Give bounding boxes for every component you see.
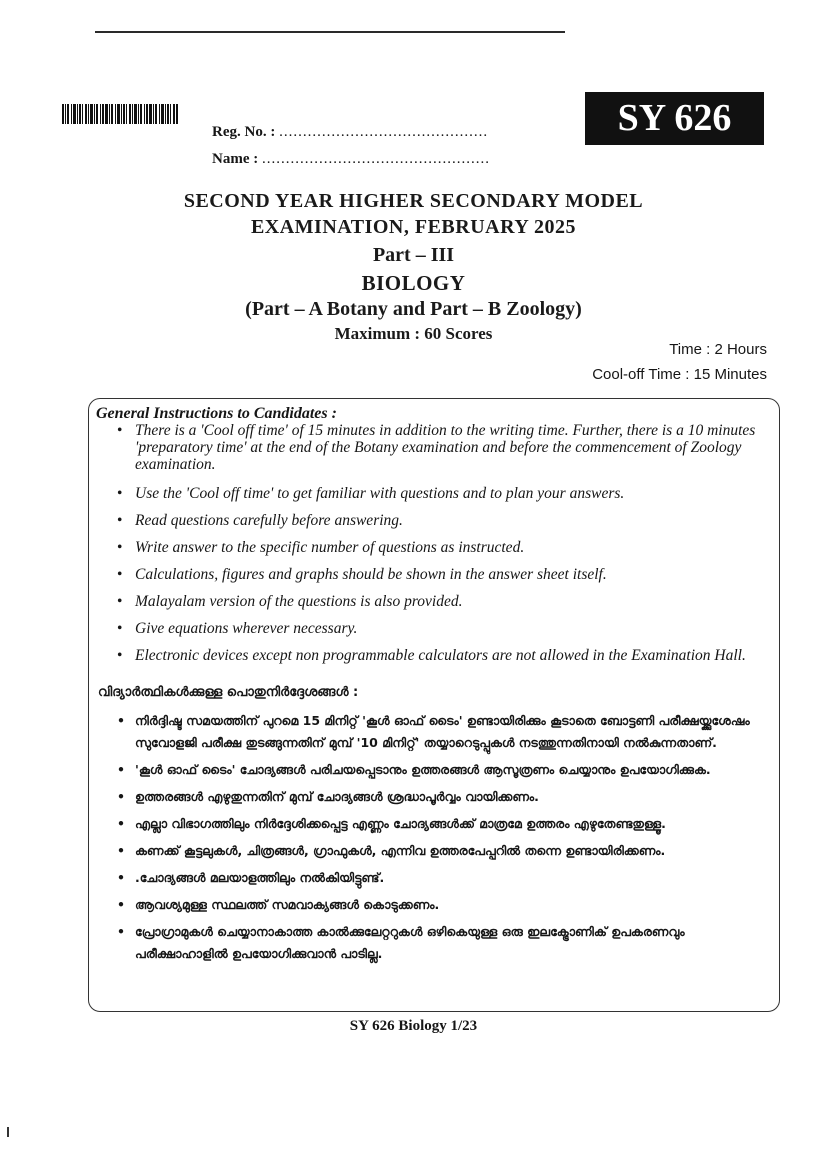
list-item: • .ചോദ്യങ്ങൾ മലയാളത്തിലും നൽകിയിട്ടുണ്ട്. (117, 867, 772, 889)
scan-edge-mark (7, 1127, 9, 1137)
list-item: • There is a 'Cool off time' of 15 minutes in addition to the writing time. Further, there is a 10 minutes 'preparatory time' at the end of the Botany examination and before the commencement of Zoology examination. (117, 422, 777, 473)
list-item: • Write answer to the specific number of questions as instructed. (117, 539, 777, 556)
barcode (62, 104, 178, 124)
reg-no-field[interactable]: ............................................ (279, 124, 489, 140)
name-label: Name : (212, 151, 259, 167)
exam-title-line2: EXAMINATION, FEBRUARY 2025 (250, 216, 577, 238)
list-item: • കണക്ക് കൂട്ടലുകൾ, ചിത്രങ്ങൾ, ഗ്രാഫുകൾ, എന്നിവ ഉത്തരപേപ്പറിൽ തന്നെ ഉണ്ടായിരിക്കണം. (117, 840, 772, 862)
list-item: • പ്രോഗ്രാമുകൾ ചെയ്യാനാകാത്ത കാൽക്കുലേറ്ററുകൾ ഒഴികെയുള്ള ഒരു ഇലക്ട്രോണിക് ഉപകരണവും പരീക്ഷാഹാളിൽ ഉപയോഗിക്കുവാൻ പാടില്ല. (117, 921, 772, 965)
reg-no-line (212, 124, 488, 141)
list-item: • നിർദ്ദിഷ്ട സമയത്തിന് പുറമെ 15 മിനിറ്റ് 'കൂൾ ഓഫ് ടൈം' ഉണ്ടായിരിക്കും കൂടാതെ ബോട്ടണി പരീക്ഷയ്ക്കുശേഷം സുവോളജി പരീക്ഷ തുടങ്ങുന്നതിന് മുമ്പ് '10 മിനിറ്റ്' തയ്യാറെടുപ്പുകൾ നടത്തുന്നതിനായി നൽകുന്നതാണ്. (117, 710, 772, 754)
list-item: • Read questions carefully before answering. (117, 512, 777, 529)
reg-no-label: Reg. No. : (212, 124, 276, 140)
max-scores: Maximum : 60 Scores (334, 324, 493, 343)
paper-code-badge: SY 626 (585, 92, 764, 145)
page-footer: SY 626 Biology 1/23 (349, 1018, 478, 1034)
instructions-list-en (117, 422, 777, 674)
list-item: • എല്ലാ വിഭാഗത്തിലും നിർദ്ദേശിക്കപ്പെട്ട എണ്ണം ചോദ്യങ്ങൾക്ക് മാത്രമേ ഉത്തരം എഴുതേണ്ടതുള്ളൂ. (117, 813, 772, 835)
top-rule (95, 31, 565, 33)
list-item: • Electronic devices except non programmable calculators are not allowed in the Examination Hall. (117, 647, 777, 664)
exam-subject: BIOLOGY (361, 271, 466, 295)
list-item: • ആവശ്യമുള്ള സ്ഥലത്ത് സമവാക്യങ്ങൾ കൊടുക്കണം. (117, 894, 772, 916)
exam-subtitle: (Part – A Botany and Part – B Zoology) (245, 298, 582, 320)
time-duration: Time : 2 Hours (669, 341, 767, 358)
list-item: • Calculations, figures and graphs should be shown in the answer sheet itself. (117, 566, 777, 583)
list-item: • Give equations wherever necessary. (117, 620, 777, 637)
name-field[interactable]: ................................................ (261, 151, 490, 167)
list-item: • 'കൂൾ ഓഫ് ടൈം' ചോദ്യങ്ങൾ പരിചയപ്പെടാനും ഉത്തരങ്ങൾ ആസൂത്രണം ചെയ്യാനും ഉപയോഗിക്കുക. (117, 759, 772, 781)
instructions-list-ml (117, 710, 772, 970)
list-item: • Malayalam version of the questions is also provided. (117, 593, 777, 610)
exam-part: Part – III (372, 244, 455, 266)
cool-off-time: Cool-off Time : 15 Minutes (592, 366, 767, 383)
exam-title-line1: SECOND YEAR HIGHER SECONDARY MODEL (183, 190, 644, 212)
instructions-heading-ml: വിദ്യാർത്ഥികൾക്കുള്ള പൊതുനിർദ്ദേശങ്ങൾ : (98, 685, 359, 700)
list-item: • Use the 'Cool off time' to get familiar with questions and to plan your answers. (117, 485, 777, 502)
name-line (212, 151, 490, 168)
list-item: • ഉത്തരങ്ങൾ എഴുതുന്നതിന് മുമ്പ് ചോദ്യങ്ങൾ ശ്രദ്ധാപൂർവ്വം വായിക്കണം. (117, 786, 772, 808)
instructions-heading-en: General Instructions to Candidates : (96, 405, 337, 422)
